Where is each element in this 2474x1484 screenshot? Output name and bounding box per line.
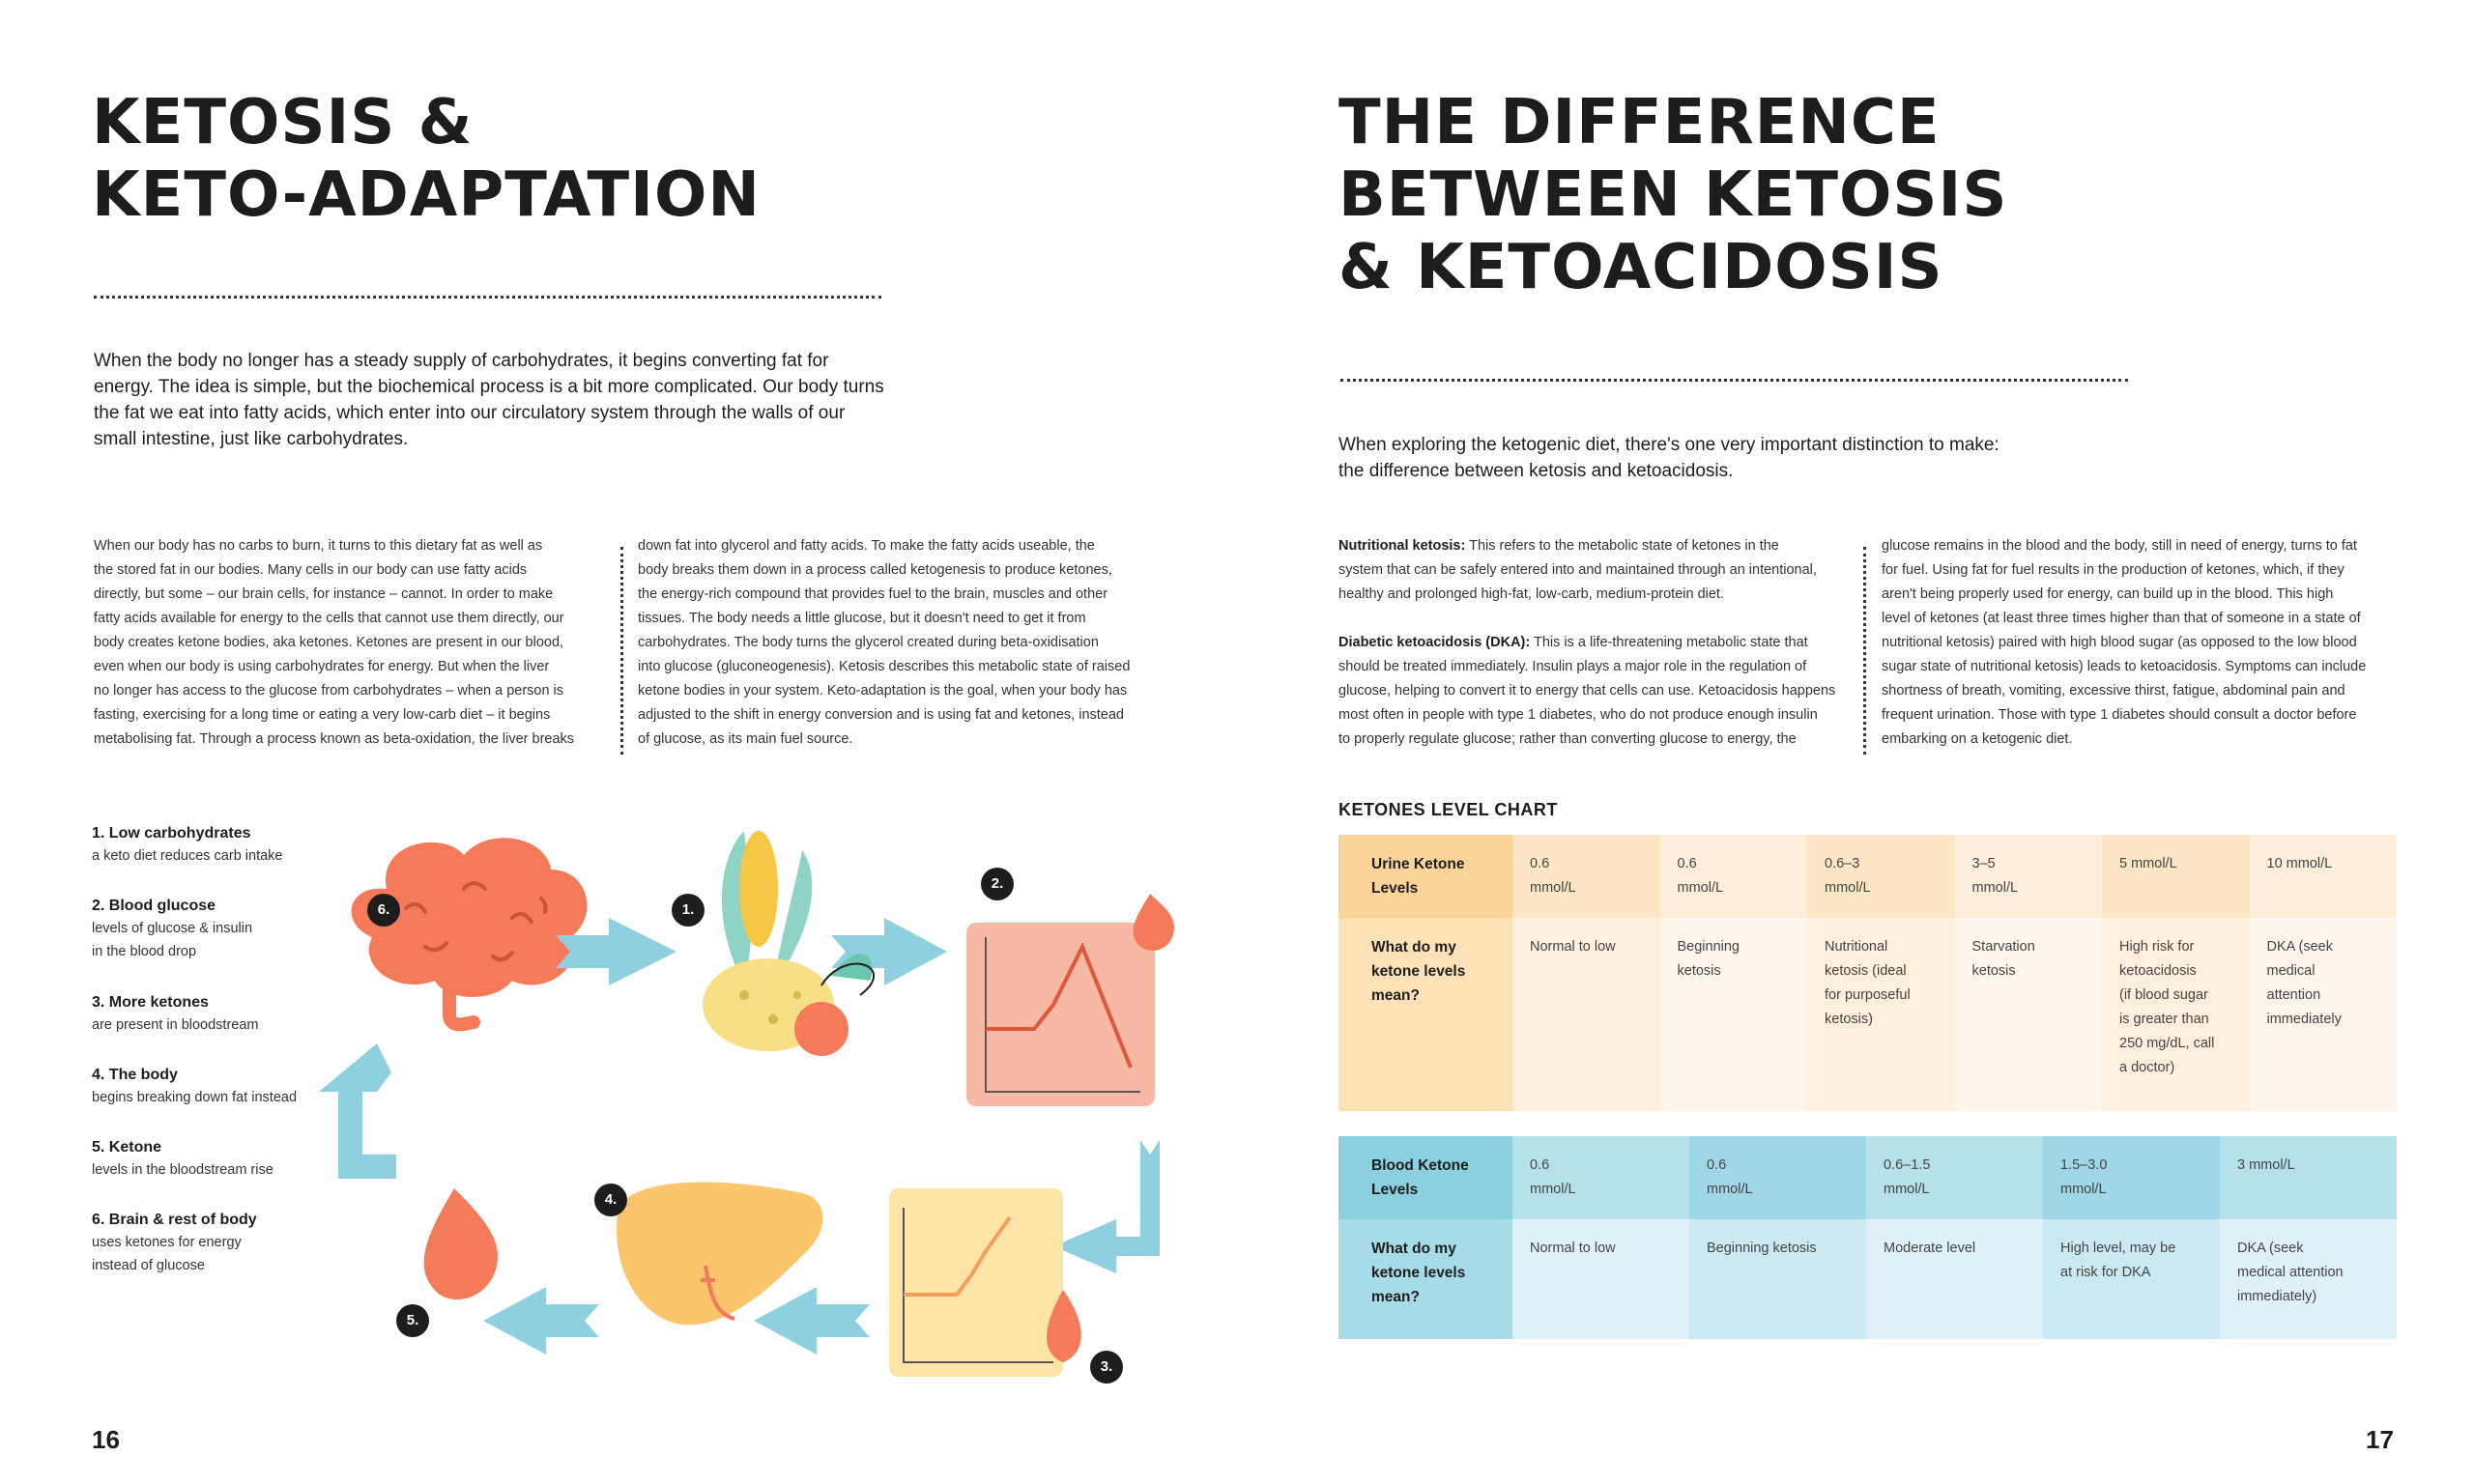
table-cell: High risk for ketoacidosis (if blood sugar is greater than 250 mg/dL, call a doctor) — [2102, 918, 2250, 1111]
table-cell: Normal to low — [1512, 918, 1660, 1111]
glucose-chart-icon — [966, 923, 1155, 1106]
legend-desc: are present in bloodstream — [92, 1017, 259, 1033]
table-cell: 0.6 mmol/L — [1689, 1136, 1866, 1219]
right-page-title: THE DIFFERENCE BETWEEN KETOSIS & KETOACIDOSIS — [1338, 87, 2008, 303]
legend-desc: levels in the bloodstream rise — [92, 1162, 273, 1178]
legend-item-1 — [92, 823, 343, 868]
table-cell: DKA (seek medical attention immediately) — [2220, 1219, 2397, 1339]
left-lead-paragraph: When the body no longer has a steady supply of carbohydrates, it begins converting fat for energy. The idea is simple, but the biochemical process is a bit more complicated. Our body turns the fat we eat into fatty acids, which enter into our circulatory system through the walls of our small intestine, just like carbohydrates. — [94, 351, 884, 449]
table-cell: 1.5–3.0 mmol/L — [2043, 1136, 2220, 1219]
table-cell: 5 mmol/L — [2102, 835, 2250, 918]
left-page-number: 16 — [92, 1425, 120, 1454]
legend-title: 2. Blood glucose — [92, 898, 216, 914]
right-body-column-2: glucose remains in the blood and the body, still in need of energy, turns to fat for fuel. Using fat for fuel results in the production of ketones, which, if they aren't being properly used for energy, can build up in the blood. This high level of ketones (at least three times higher than that of someone in a state of nutritional ketosis) paired with high blood sugar (as opposed to the low blood sugar state of nutritional ketosis) leads to ketoacidosis. Symptoms can include shortness of breath, vomiting, excessive thirst, fatigue, abdominal pain and frequent urination. Those with type 1 diabetes should consult a doctor before embarking on a ketogenic diet. — [1882, 538, 2367, 747]
blood-levels-header: Blood Ketone Levels — [1338, 1136, 1512, 1219]
ketone-chart-icon — [889, 1188, 1063, 1377]
dka-label: Diabetic ketoacidosis (DKA): — [1338, 635, 1531, 650]
legend-title: 1. Low carbohydrates — [92, 825, 251, 842]
table-cell: Beginning ketosis — [1689, 1219, 1866, 1339]
right-divider — [1340, 379, 2128, 382]
left-page-title: KETOSIS & KETO-ADAPTATION — [92, 87, 761, 231]
blood-drop-icon — [424, 1188, 498, 1299]
legend-title: 3. More ketones — [92, 994, 209, 1011]
right-page-number: 17 — [2366, 1425, 2394, 1454]
legend-item-2 — [92, 896, 343, 963]
badge-3: 3. — [1090, 1351, 1123, 1384]
table-cell: Nutritional ketosis (ideal for purposeful ketosis) — [1807, 918, 1955, 1111]
legend-item-4 — [92, 1065, 343, 1109]
table-cell: Moderate level — [1866, 1219, 2043, 1339]
table-cell: Starvation ketosis — [1955, 918, 2103, 1111]
arrow-icon — [319, 1043, 396, 1179]
blood-meaning-row — [1338, 1219, 2397, 1339]
table-cell: 3–5 mmol/L — [1955, 835, 2103, 918]
badge-5: 5. — [396, 1304, 429, 1337]
arrow-icon — [754, 1287, 870, 1355]
nutritional-ketosis-text: This refers to the metabolic state of ketones in the system that can be safely entered into and maintained through an intentional, healthy and prolonged high-fat, low-carb, medium-protein diet. — [1338, 538, 1817, 602]
right-body-column-1 — [1338, 534, 1851, 752]
dka-text: This is a life-threatening metabolic state that should be treated immediately. Insulin plays a major role in the regulation of glucose, helping to convert it to energy that cells can use. Ketoacidosis happens most often in people with type 1 diabetes, who do not produce enough insulin to properly regulate glucose; rather than converting glucose to energy, the — [1338, 635, 1836, 747]
table-cell: 0.6–1.5 mmol/L — [1866, 1136, 2043, 1219]
badge-1: 1. — [672, 894, 705, 927]
legend-desc: begins breaking down fat instead — [92, 1090, 298, 1105]
urine-levels-row — [1338, 835, 2397, 918]
table-cell: Normal to low — [1512, 1219, 1689, 1339]
table-cell: 0.6 mmol/L — [1512, 1136, 1689, 1219]
badge-6: 6. — [367, 894, 400, 927]
left-body-column-1: When our body has no carbs to burn, it turns to this dietary fat as well as the stored fat in our bodies. Many cells in our body can use fatty acids directly, but some – our brain cells, for instance – cannot. In order to make fatty acids available for energy to the cells that cannot use them directly, our body creates ketone bodies, aka ketones. Ketones are present in our blood, even when our body is using carbohydrates for energy. But when the liver no longer has access to the glucose from carbohydrates – when a person is fasting, exercising for a long time or eating a very low-carb diet – it begins metabolising fat. Through a process known as beta-oxidation, the liver breaks — [94, 538, 575, 747]
table-cell: 0.6 mmol/L — [1660, 835, 1808, 918]
table-cell: DKA (seek medical attention immediately — [2250, 918, 2398, 1111]
table-cell: High level, may be at risk for DKA — [2043, 1219, 2220, 1339]
urine-meaning-row — [1338, 918, 2397, 1111]
legend-title: 4. The body — [92, 1067, 178, 1083]
legend-item-6 — [92, 1210, 343, 1277]
urine-levels-header: Urine Ketone Levels — [1338, 835, 1512, 918]
table-cell: Beginning ketosis — [1660, 918, 1808, 1111]
legend-item-3 — [92, 992, 343, 1037]
blood-meaning-header: What do my ketone levels mean? — [1338, 1219, 1512, 1339]
left-body-column-2: down fat into glycerol and fatty acids. To make the fatty acids useable, the body breaks them down in a process called ketogenesis to produce ketones, the energy-rich compound that provides fuel to the brain, muscles and other tissues. The body needs a little glucose, but it doesn't need to get it from carbohydrates. The body turns the glycerol created during beta-oxidisation into glucose (gluconeogenesis). Ketosis describes this metabolic state of raised ketone bodies in your system. Keto-adaptation is the goal, when your body has adjusted to the shift in energy conversion and is using fat and ketones, instead of glucose, as its main fuel source. — [638, 538, 1131, 747]
ketones-chart-title: KETONES LEVEL CHART — [1338, 800, 1558, 819]
urine-ketone-table — [1338, 835, 2397, 1111]
legend-desc: a keto diet reduces carb intake — [92, 848, 283, 864]
legend-desc: levels of glucose & insulin in the blood drop — [92, 921, 253, 959]
badge-2: 2. — [981, 868, 1014, 900]
left-column-divider — [620, 547, 623, 755]
arrow-icon — [483, 1287, 599, 1355]
arrow-icon — [1053, 1140, 1160, 1273]
nutritional-ketosis-label: Nutritional ketosis: — [1338, 538, 1466, 554]
keto-cycle-illustration — [319, 812, 1208, 1401]
legend-item-5 — [92, 1137, 343, 1182]
right-lead-paragraph: When exploring the ketogenic diet, there's one very important distinction to make: the difference between ketosis and ketoacidosis. — [1338, 435, 1999, 481]
table-cell: 3 mmol/L — [2220, 1136, 2397, 1219]
left-divider — [94, 296, 881, 299]
table-cell: 0.6–3 mmol/L — [1807, 835, 1955, 918]
right-column-divider — [1863, 547, 1866, 755]
blood-ketone-table — [1338, 1136, 2397, 1339]
badge-4: 4. — [594, 1184, 627, 1216]
urine-meaning-header: What do my ketone levels mean? — [1338, 918, 1512, 1111]
legend-title: 5. Ketone — [92, 1139, 162, 1156]
legend-title: 6. Brain & rest of body — [92, 1212, 257, 1228]
blood-drop-icon — [1134, 894, 1174, 951]
table-cell: 0.6 mmol/L — [1512, 835, 1660, 918]
brain-icon — [352, 838, 588, 1024]
legend-desc: uses ketones for energy instead of glucose — [92, 1235, 242, 1273]
blood-levels-row — [1338, 1136, 2397, 1219]
table-cell: 10 mmol/L — [2250, 835, 2398, 918]
